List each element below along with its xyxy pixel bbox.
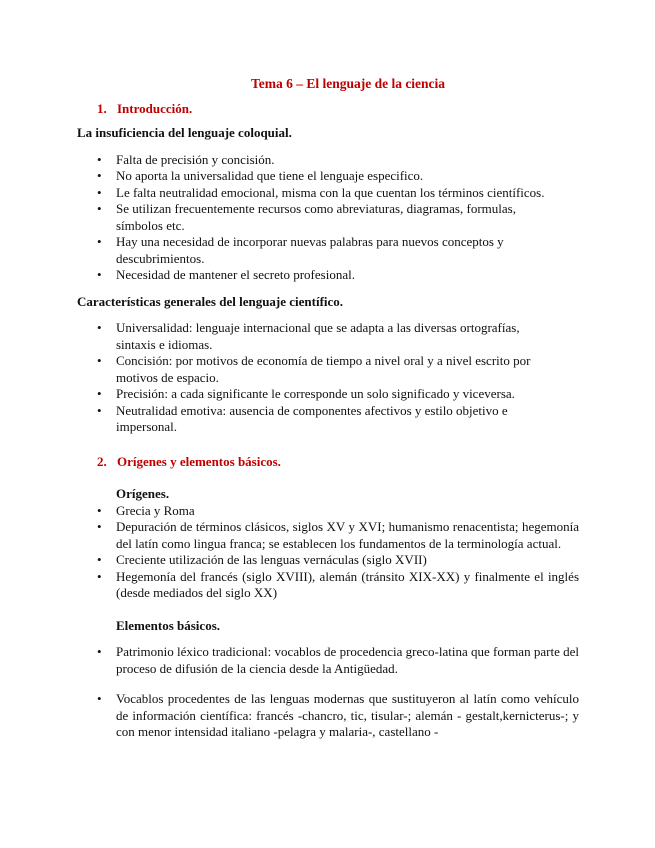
subheading-origenes: Orígenes. xyxy=(116,486,170,501)
section-title: Introducción. xyxy=(117,100,193,116)
subheading-insuficiencia: La insuficiencia del lenguaje coloquial. xyxy=(77,125,292,140)
document-page xyxy=(77,76,579,741)
list-item: • Necesidad de mantener el secreto profesional. xyxy=(77,267,579,284)
list-item: • Concisión: por motivos de economía de tiempo a nivel oral y a nivel escrito por motivos de espacio. xyxy=(77,353,579,386)
subheading-elementos: Elementos básicos. xyxy=(116,617,220,633)
list-item: • Depuración de términos clásicos, siglos XV y XVI; humanismo renacentista; hegemonía del latín como lingua franca; se establecen los fundamentos de la terminología actual. xyxy=(77,519,579,552)
bullet-list-insuficiencia xyxy=(77,152,579,284)
bullet-list-elementos xyxy=(77,644,579,741)
list-item: • Grecia y Roma xyxy=(77,503,579,520)
list-item: • Creciente utilización de las lenguas vernáculas (siglo XVII) xyxy=(77,552,579,569)
list-item: • Se utilizan frecuentemente recursos como abreviaturas, diagramas, formulas, símbolos etc. xyxy=(77,201,579,234)
section-2-heading xyxy=(77,454,579,471)
subheading-caracteristicas: Características generales del lenguaje científico. xyxy=(77,293,344,309)
list-item: • Universalidad: lenguaje internacional que se adapta a las diversas ortografías, sintaxis e idiomas. xyxy=(77,320,579,353)
list-item: • Precisión: a cada significante le corresponde un solo significado y viceversa. xyxy=(77,386,579,403)
document-title: Tema 6 – El lenguaje de la ciencia xyxy=(250,76,446,91)
section-1-heading xyxy=(77,101,579,118)
section-number: 2. xyxy=(97,453,107,469)
section-title: Orígenes y elementos básicos. xyxy=(117,453,281,469)
section-number: 1. xyxy=(97,100,107,116)
list-item: • No aporta la universalidad que tiene el lenguaje especifico. xyxy=(77,168,579,185)
bullet-list-origenes xyxy=(77,503,579,602)
bullet-list-caracteristicas xyxy=(77,320,579,436)
list-item: • Neutralidad emotiva: ausencia de componentes afectivos y estilo objetivo e impersonal. xyxy=(77,403,579,436)
list-item: • Hegemonía del francés (siglo XVIII), alemán (tránsito XIX-XX) y finalmente el inglés (desde mediados del siglo XX) xyxy=(77,569,579,602)
list-item: • Falta de precisión y concisión. xyxy=(77,152,579,169)
list-item: • Patrimonio léxico tradicional: vocablos de procedencia greco-latina que forman parte del proceso de difusión de la ciencia desde la Antigüedad. xyxy=(77,644,579,677)
list-item: • Le falta neutralidad emocional, misma con la que cuentan los términos científicos. xyxy=(77,185,579,202)
list-item: • Vocablos procedentes de las lenguas modernas que sustituyeron al latín como vehículo de información científica: francés -chancro, tic, tisular-; alemán - gestalt,kernicterus-; y con menor intensidad italiano -pelagra y malaria-, castellano - xyxy=(77,691,579,741)
list-item: • Hay una necesidad de incorporar nuevas palabras para nuevos conceptos y descubrimientos. xyxy=(77,234,579,267)
